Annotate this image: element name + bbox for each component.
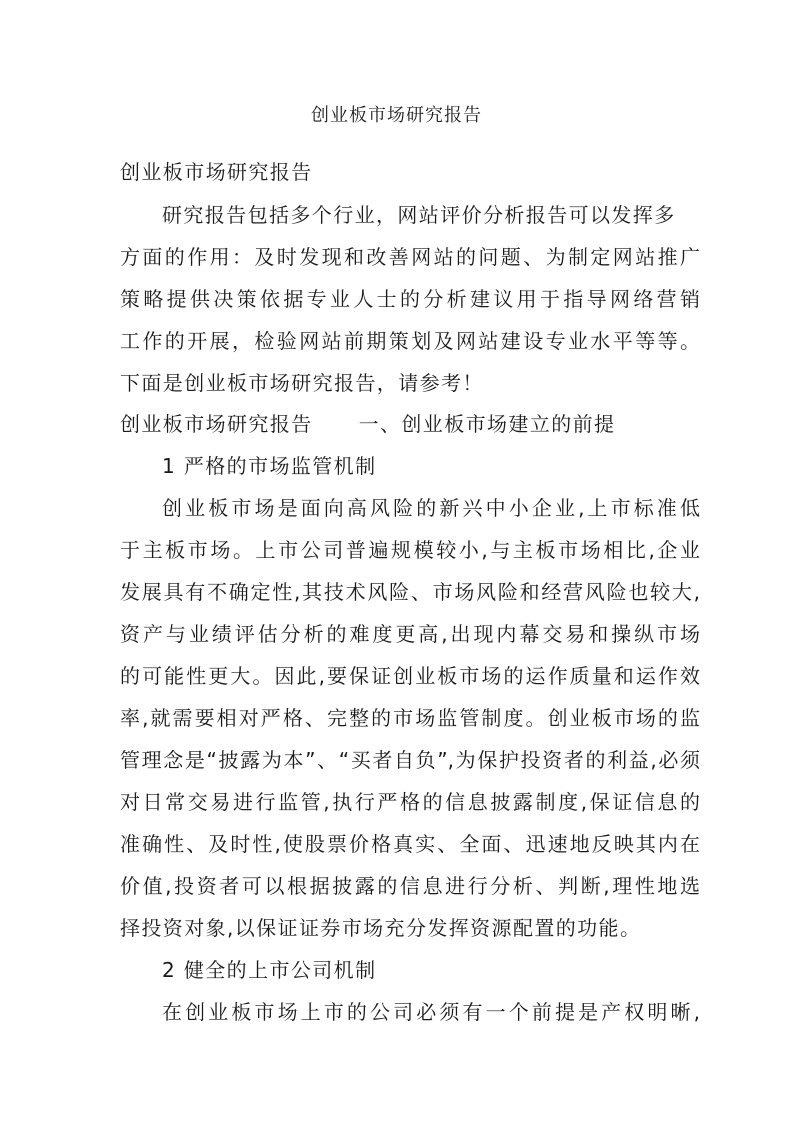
paragraph-line: 价值,投资者可以根据披露的信息进行分析、判断,理性地选 [120,874,700,898]
section-heading-row [120,409,700,439]
paragraph-line: 工作的开展，检验网站前期策划及网站建设专业水平等等。 [120,329,700,353]
paragraph-line: 在创业板市场上市的公司必须有一个前提是产权明晰, [162,1000,700,1024]
paragraph-line: 资产与业绩评估分析的难度更高,出现内幕交易和操纵市场 [120,622,700,646]
paragraph-line: 下面是创业板市场研究报告，请参考！ [120,371,484,395]
subsection-heading: 1 严格的市场监管机制 [162,454,377,478]
paragraph-line: 创业板市场是面向高风险的新兴中小企业,上市标准低 [162,496,700,520]
paragraph-line: 策略提供决策依据专业人士的分析建议用于指导网络营销 [120,287,700,311]
paragraph-line: 准确性、及时性,使股票价格真实、全面、迅速地反映其内在 [120,832,700,856]
report-heading: 创业板市场研究报告 [120,412,313,436]
paragraph-line: 发展具有不确定性,其技术风险、市场风险和经营风险也较大, [120,580,700,604]
paragraph-line: 的可能性更大。因此,要保证创业板市场的运作质量和运作效 [120,664,700,688]
paragraph-line: 于主板市场。上市公司普遍规模较小,与主板市场相比,企业 [120,538,700,562]
paragraph-line: 择投资对象,以保证证券市场充分发挥资源配置的功能。 [120,916,642,940]
paragraph-line: 方面的作用：及时发现和改善网站的问题、为制定网站推广 [120,245,700,269]
paragraph-line: 管理念是“披露为本”、“买者自负”,为保护投资者的利益,必须 [120,748,700,772]
paragraph-line: 率,就需要相对严格、完整的市场监管制度。创业板市场的监 [120,706,700,730]
subsection-heading: 一、创业板市场建立的前提 [358,412,616,436]
paragraph-line: 研究报告包括多个行业，网站评价分析报告可以发挥多 [162,203,676,227]
subsection-heading: 2 健全的上市公司机制 [162,958,377,982]
document-title: 创业板市场研究报告 [311,105,482,126]
section-heading: 创业板市场研究报告 [120,160,313,184]
paragraph-line: 对日常交易进行监管,执行严格的信息披露制度,保证信息的 [120,790,700,814]
